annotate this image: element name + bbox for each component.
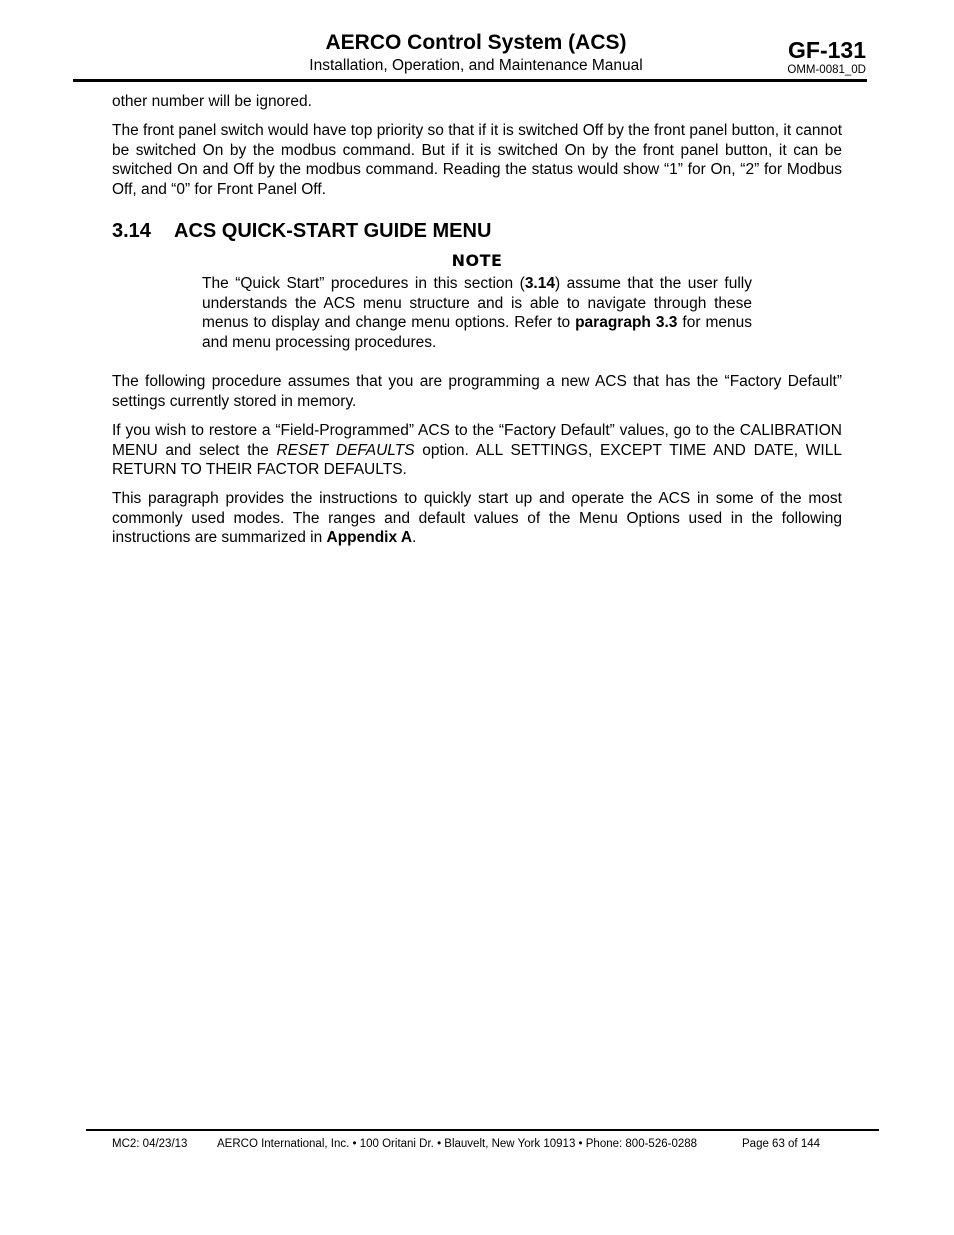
- footer-rule: [86, 1129, 879, 1131]
- paragraph-text-part: This paragraph provides the instructions to quickly start up and operate the ACS in some of the most commonly used modes. The ranges and default values of the Menu Options used in the following instructions are summarized in: [112, 490, 842, 547]
- paragraph-text-part: If you wish to restore a “Field-Programmed” ACS to the “Factory Default” values, go to the CALIBRATION MENU and select the: [112, 422, 842, 459]
- header-rule: [73, 79, 867, 82]
- paragraph-front-panel: The front panel switch would have top priority so that if it is switched Off by the front panel button, it cannot be switched On by the modbus command. But if it is switched On by the front panel button, it can be switched On and Off by the modbus command. Reading the status would show “1” for On, “2” for Modbus Off, and “0” for Front Panel Off.: [112, 122, 842, 198]
- note-text: [202, 274, 752, 352]
- footer-date: MC2: 04/23/13: [112, 1138, 188, 1150]
- paragraph-text-part: option. ALL SETTINGS, EXCEPT TIME AND DATE, WILL RETURN TO THEIR FACTOR DEFAULTS.: [112, 441, 842, 479]
- header-title: AERCO Control System (ACS): [325, 31, 627, 54]
- note-text-part: The “Quick Start” procedures in this section (: [202, 275, 525, 292]
- note-bold-paragraph: paragraph 3.3: [575, 314, 678, 332]
- paragraph-text-part: .: [412, 529, 417, 547]
- footer-company: AERCO International, Inc. • 100 Oritani Dr. • Blauvelt, New York 10913 • Phone: 800-526-0288: [217, 1138, 698, 1150]
- note-text-part: ) assume that the user fully understands the ACS menu structure and is able to navigate through these menus to display and change menu options. Refer to: [202, 275, 752, 332]
- note-text-part: for menus and menu processing procedures.: [202, 314, 752, 351]
- section-number: 3.14: [112, 220, 151, 242]
- footer-page-number: Page 63 of 144: [742, 1138, 821, 1150]
- reset-defaults-option: RESET DEFAULTS: [276, 441, 415, 459]
- paragraph-restore: [112, 421, 842, 480]
- header-subtitle: Installation, Operation, and Maintenance Manual: [309, 57, 643, 74]
- paragraph-procedure: The following procedure assumes that you are programming a new ACS that has the “Factory Default” settings currently stored in memory.: [112, 373, 842, 410]
- header-doc-number: OMM-0081_0D: [787, 64, 866, 76]
- paragraph-continued: other number will be ignored.: [112, 93, 312, 110]
- appendix-reference: Appendix A: [326, 529, 413, 547]
- section-title: ACS QUICK-START GUIDE MENU: [174, 220, 492, 242]
- note-heading: NOTE: [451, 251, 503, 270]
- section-heading: [112, 218, 491, 244]
- note-bold-section: 3.14: [524, 275, 555, 292]
- header-code: GF-131: [788, 37, 866, 63]
- paragraph-instructions: [112, 489, 842, 548]
